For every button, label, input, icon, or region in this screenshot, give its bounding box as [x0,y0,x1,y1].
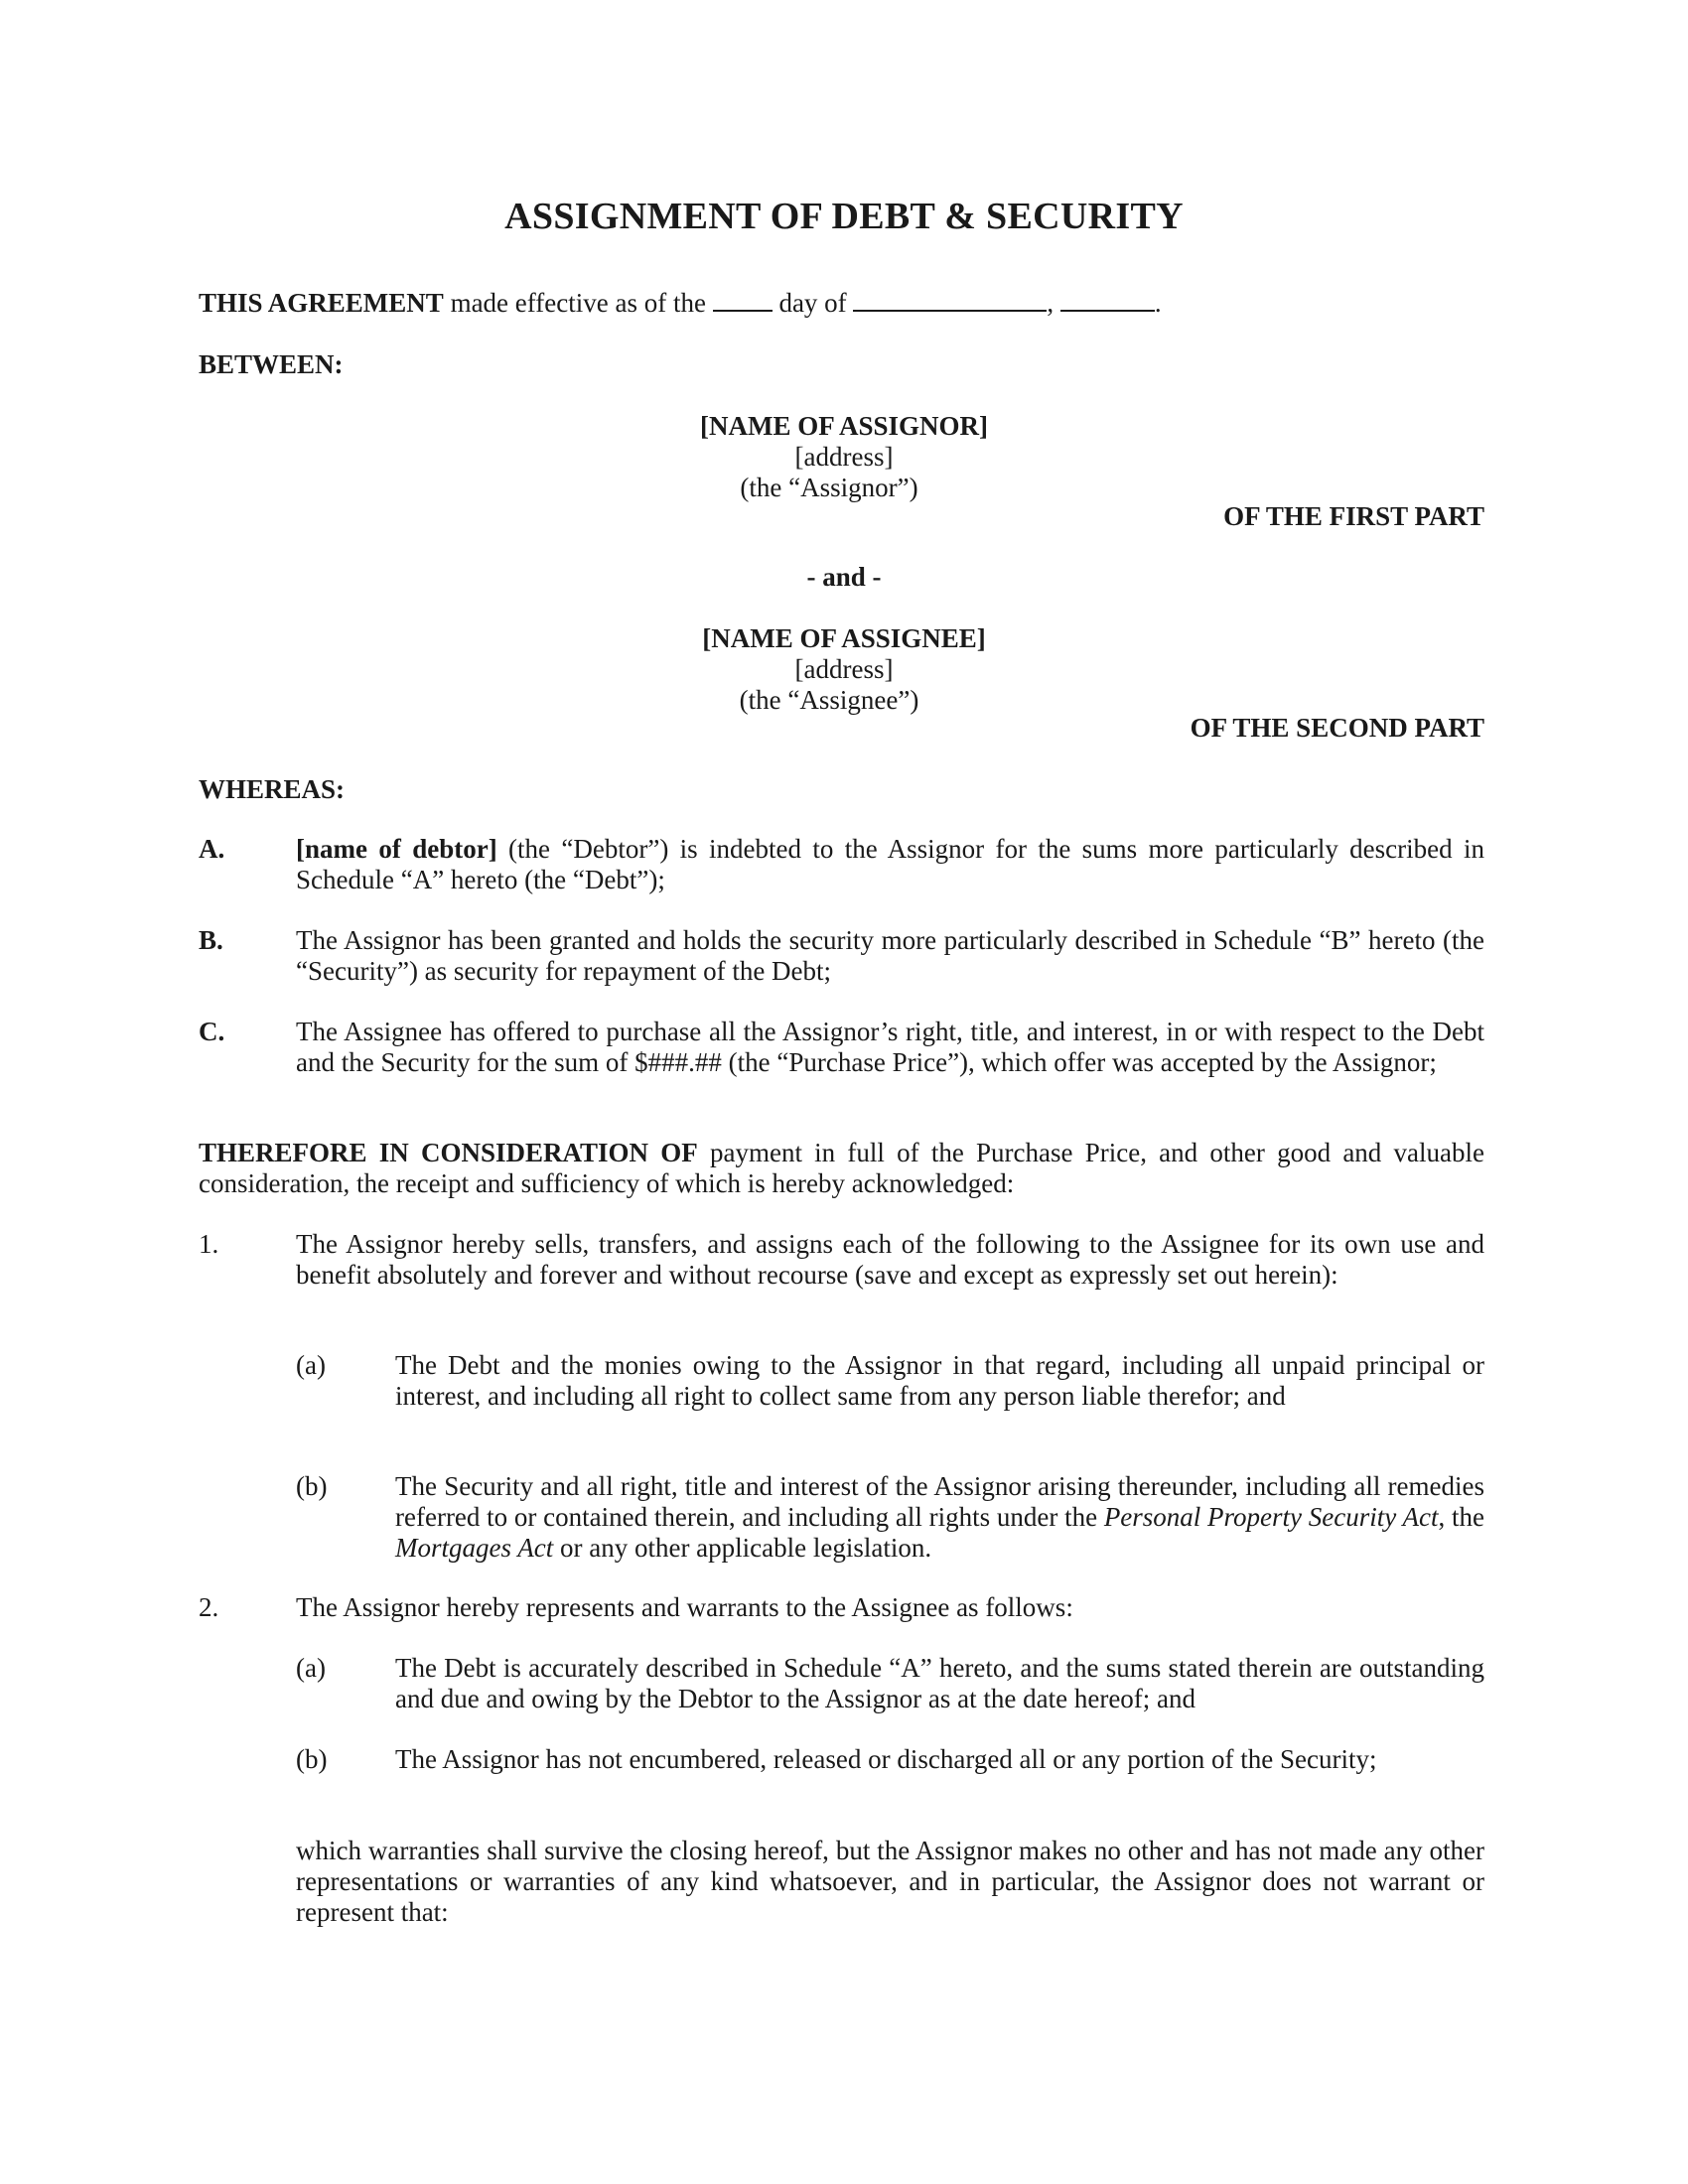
year-blank[interactable] [1060,288,1155,312]
clause-1b-text-3: or any other applicable legislation. [553,1533,932,1563]
whereas-label: WHEREAS: [199,774,346,804]
clause-1-number: 1. [199,1229,219,1259]
therefore-paragraph [199,1138,1484,1199]
assignor-name: [NAME OF ASSIGNOR] [699,411,988,441]
clause-1a-text: The Debt and the monies owing to the Assignor in that regard, including all unpaid principal or interest, and including all right to collect same from any person liable therefor; and [395,1350,1484,1411]
clause-1b-text-1: The Security and all right, title and interest of the Assignor arising thereunder, including all remedies referred to or contained therein, and including all rights under the [395,1471,1484,1532]
between-label: BETWEEN: [199,349,344,379]
clause-2a-label: (a) [296,1653,326,1683]
clause-1b-label: (b) [296,1471,328,1501]
assignee-name: [NAME OF ASSIGNEE] [702,623,986,653]
intro-lead: THIS AGREEMENT [199,288,444,318]
assignee-block [596,623,1092,716]
assignor-block [596,411,1092,503]
clause-1b [395,1471,1484,1564]
recital-c-text: The Assignee has offered to purchase all the Assignor’s right, title, and interest, in or with respect to the Debt and the Security for the sum of $###.## (the “Purchase Price”), which offer was accepted by the Assignor; [296,1017,1484,1077]
intro-text: made effective as of the [443,288,713,318]
intro-period: . [1154,288,1162,318]
assignor-address: [address] [794,442,894,472]
clause-1b-text-2: , the [1438,1502,1484,1532]
recital-b-text: The Assignor has been granted and holds the security more particularly described in Schedule “B” hereto (the “Security”) as security for repayment of the Debt; [296,925,1484,986]
recital-a [296,834,1484,895]
day-blank[interactable] [713,288,773,312]
therefore-text: payment in full of the Purchase Price, and other good and valuable consideration, the receipt and sufficiency of which is hereby acknowledged: [199,1138,1484,1198]
document-title: ASSIGNMENT OF DEBT & SECURITY [504,196,1184,237]
therefore-lead: THEREFORE IN CONSIDERATION OF [199,1138,698,1167]
recital-a-text: (the “Debtor”) is indebted to the Assignor for the sums more particularly described in Schedule “A” hereto (the “Debt”); [296,834,1484,894]
act-mortgages: Mortgages Act [395,1533,554,1563]
clause-2-text: The Assignor hereby represents and warrants to the Assignee as follows: [296,1592,1073,1622]
recital-b-label: B. [199,925,223,955]
clause-2-tail: which warranties shall survive the closing hereof, but the Assignor makes no other and has not made any other representations or warranties of any kind whatsoever, and in particular, the Assignor does not warrant or represent that: [296,1836,1484,1927]
intro-line [199,288,1489,319]
assignee-alias: (the “Assignee”) [739,685,919,715]
clause-2b-label: (b) [296,1744,328,1774]
intro-comma: , [1047,288,1060,318]
and-label: - and - [806,562,882,592]
intro-day-of: day of [772,288,854,318]
debtor-name: [name of debtor] [296,834,497,864]
clause-2a-text: The Debt is accurately described in Schedule “A” hereto, and the sums stated therein are outstanding and due and owing by the Debtor to the Assignor as at the date hereof; and [395,1653,1484,1713]
assignor-alias: (the “Assignor”) [740,473,918,502]
clause-1-text: The Assignor hereby sells, transfers, and assigns each of the following to the Assignee for its own use and benefit absolutely and forever and without recourse (save and except as expressly set out herein): [296,1229,1484,1290]
clause-2-number: 2. [199,1592,219,1622]
clause-1a-label: (a) [296,1350,326,1380]
recital-a-label: A. [199,834,225,864]
assignee-address: [address] [794,654,894,684]
first-part-label: OF THE FIRST PART [1223,501,1484,531]
recital-c-label: C. [199,1017,225,1046]
act-ppsa: Personal Property Security Act [1103,1502,1439,1532]
month-blank[interactable] [853,288,1047,312]
clause-2b-text: The Assignor has not encumbered, released or discharged all or any portion of the Security; [395,1744,1377,1774]
second-part-label: OF THE SECOND PART [1190,713,1484,743]
